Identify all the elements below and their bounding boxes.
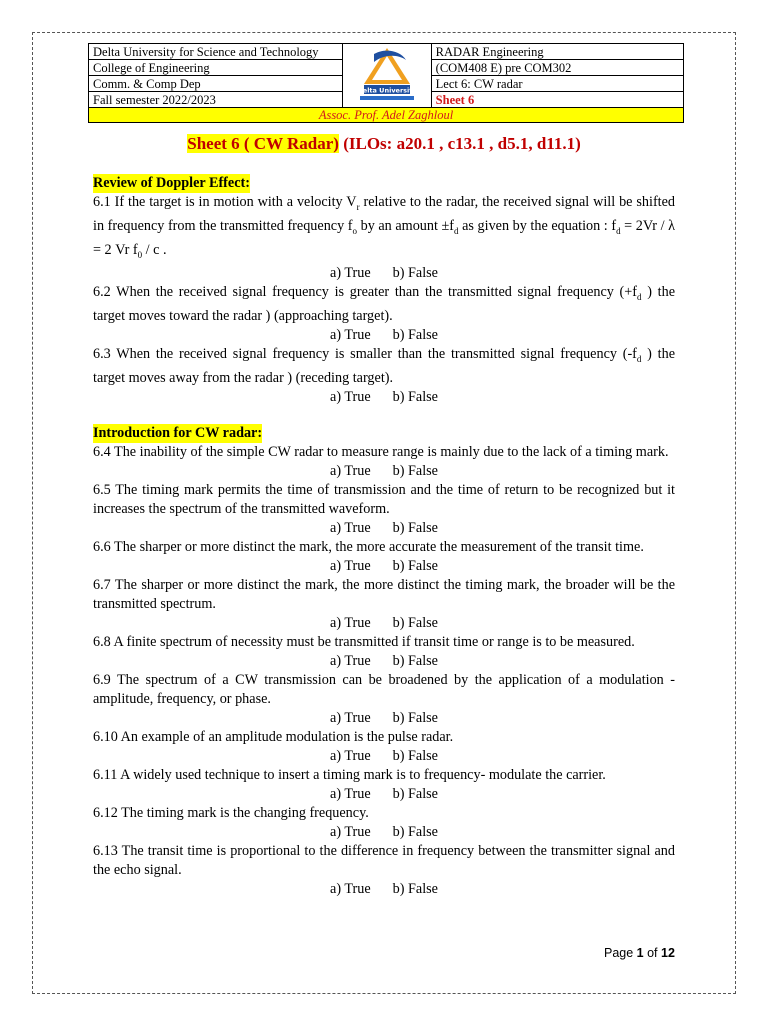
answer-options (93, 388, 675, 407)
svg-text:Delta University: Delta University (357, 86, 417, 95)
document-header (88, 43, 684, 123)
question-6-2: 6.2 When the received signal frequency is greater than the transmitted signal frequency ($+f_d$ ) the target moves toward the radar ) (approaching target). (93, 284, 675, 325)
title-ilos: (ILOs: a20.1 , c13.1 , d5.1, d11.1) (338, 134, 581, 153)
page-number-prefix: Page (604, 946, 637, 960)
answer-true: a) True (330, 881, 371, 898)
header-sheet-number: Sheet 6 (431, 92, 683, 108)
question-6-11: 6.11 A widely used technique to insert a timing mark is to frequency- modulate the carrier. (93, 767, 606, 784)
question-6-3: 6.3 When the received signal frequency is smaller than the transmitted signal frequency ($-f_d$ ) the target moves away from the radar ) (receding target). (93, 346, 675, 387)
answer-false: b) False (392, 463, 438, 480)
answer-true: a) True (330, 265, 371, 282)
answer-options (93, 747, 675, 766)
answer-false: b) False (392, 615, 438, 632)
section-heading-doppler: Review of Doppler Effect: (93, 175, 250, 191)
header-department: Comm. & Comp Dep (89, 76, 343, 92)
title-main: Sheet 6 ( CW Radar) (187, 134, 339, 153)
header-university: Delta University for Science and Technology (89, 44, 343, 60)
answer-true: a) True (330, 558, 371, 575)
answer-true: a) True (330, 824, 371, 841)
university-logo (342, 44, 431, 108)
answer-true: a) True (330, 748, 371, 765)
answer-false: b) False (392, 558, 438, 575)
answer-false: b) False (392, 265, 438, 282)
answer-options (93, 519, 675, 538)
question-6-7: 6.7 The sharper or more distinct the mark, the more distinct the timing mark, the broader will be the transmitted spectrum. (93, 577, 675, 613)
page-number-current: 1 (636, 946, 644, 960)
answer-false: b) False (392, 786, 438, 803)
answer-false: b) False (392, 824, 438, 841)
header-course-title: RADAR Engineering (431, 44, 683, 60)
question-6-6: 6.6 The sharper or more distinct the mark, the more accurate the measurement of the transit time. (93, 539, 644, 556)
question-6-1: 6.1 If the target is in motion with a velocity $V_r$ relative to the radar, the received signal will be shifted in frequency from the transmitted frequency $f_o$ by an amount $\pm f_d$ as given by the equation : $f_d = 2Vr / \lambda = 2$ Vr $f_0$ / c . (93, 194, 676, 260)
answer-options (93, 652, 675, 671)
answer-options (93, 614, 675, 633)
answer-options (93, 462, 675, 481)
page-title (0, 134, 768, 154)
answer-true: a) True (330, 327, 371, 344)
question-6-13: 6.13 The transit time is proportional to the difference in frequency between the transmitter signal and the echo signal. (93, 843, 675, 879)
page-number-total: 12 (661, 946, 675, 960)
answer-true: a) True (330, 786, 371, 803)
answer-options (93, 557, 675, 576)
answer-options (93, 326, 675, 345)
answer-options (93, 264, 675, 283)
questions-body (93, 174, 675, 899)
page-number-of: of (643, 946, 661, 960)
question-6-10: 6.10 An example of an amplitude modulation is the pulse radar. (93, 729, 454, 746)
answer-false: b) False (392, 881, 438, 898)
answer-true: a) True (330, 463, 371, 480)
section-heading-cw-intro: Introduction for CW radar: (93, 425, 263, 442)
answer-false: b) False (392, 327, 438, 344)
header-college: College of Engineering (89, 60, 343, 76)
answer-false: b) False (392, 520, 438, 537)
delta-university-logo-icon (344, 44, 430, 104)
answer-false: b) False (392, 710, 438, 727)
header-lecture: Lect 6: CW radar (431, 76, 683, 92)
answer-true: a) True (330, 653, 371, 670)
header-semester: Fall semester 2022/2023 (89, 92, 343, 108)
answer-false: b) False (392, 653, 438, 670)
answer-true: a) True (330, 520, 371, 537)
answer-true: a) True (330, 710, 371, 727)
answer-true: a) True (330, 389, 371, 406)
answer-options (93, 709, 675, 728)
answer-options (93, 880, 675, 899)
question-6-4: 6.4 The inability of the simple CW radar to measure range is mainly due to the lack of a timing mark. (93, 444, 669, 461)
answer-false: b) False (392, 389, 438, 406)
answer-options (93, 785, 675, 804)
question-6-12: 6.12 The timing mark is the changing frequency. (93, 805, 369, 822)
question-6-9: 6.9 The spectrum of a CW transmission can be broadened by the application of a modulation - amplitude, frequency, or phase. (93, 672, 675, 708)
answer-options (93, 823, 675, 842)
answer-true: a) True (330, 615, 371, 632)
question-6-5: 6.5 The timing mark permits the time of transmission and the time of return to be recognized but it increases the spectrum of the transmitted waveform. (93, 482, 675, 518)
header-instructor: Assoc. Prof. Adel Zaghloul (89, 108, 684, 123)
header-course-code: (COM408 E) pre COM302 (431, 60, 683, 76)
page-number (604, 946, 675, 960)
answer-false: b) False (392, 748, 438, 765)
question-6-8: 6.8 A finite spectrum of necessity must be transmitted if transit time or range is to be measured. (93, 634, 635, 651)
